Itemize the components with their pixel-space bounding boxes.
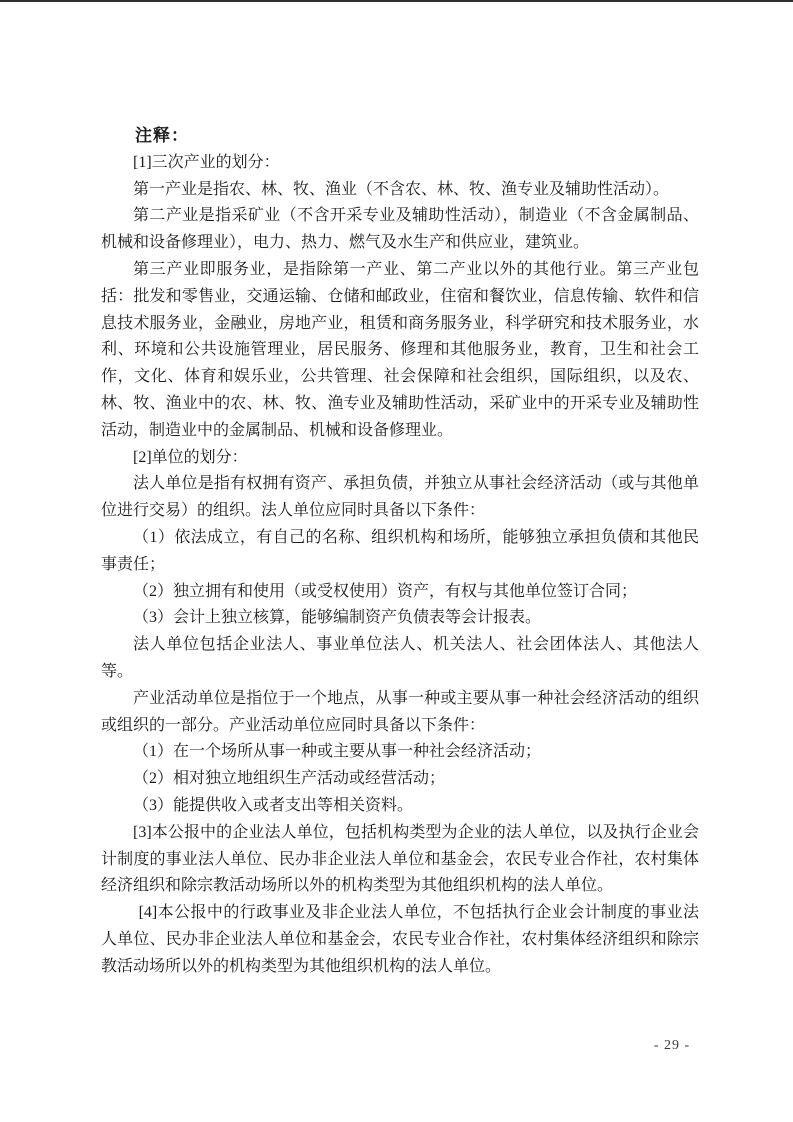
scan-artifact-line: [0, 0, 793, 2]
notes-section: [101, 123, 699, 981]
note-paragraph: 第一产业是指农、林、牧、渔业（不含农、林、牧、渔专业及辅助性活动）。: [133, 180, 670, 198]
note-paragraph: 产业活动单位是指位于一个地点，从事一种或主要从事一种社会经济活动的组织或组织的一部分。产业活动单位应同时具备以下条件：: [101, 689, 699, 734]
note-paragraph: 第三产业即服务业，是指除第一产业、第二产业以外的其他行业。第三产业包括：批发和零售业，交通运输、仓储和邮政业，住宿和餐饮业，信息传输、软件和信息技术服务业，金融业，房地产业，租赁和商务服务业，科学研究和技术服务业，水利、环境和公共设施管理业，居民服务、修理和其他服务业，教育，卫生和社会工作，文化、体育和娱乐业，公共管理、社会保障和社会组织，国际组织，以及农、林、牧、渔业中的农、林、牧、渔专业及辅助性活动，采矿业中的开采专业及辅助性活动，制造业中的金属制品、机械和设备修理业。: [101, 260, 699, 439]
note-paragraph: 第二产业是指采矿业（不含开采专业及辅助性活动），制造业（不含金属制品、机械和设备修理业），电力、热力、燃气及水生产和供应业，建筑业。: [101, 207, 699, 252]
note-paragraph: （3）能提供收入或者支出等相关资料。: [133, 796, 414, 814]
note-paragraph: [4]本公报中的行政事业及非企业法人单位，不包括执行企业会计制度的事业法人单位、民办非企业法人单位和基金会，农民专业合作社，农村集体经济组织和除宗教活动场所以外的机构类型为其他组织机构的法人单位。: [101, 904, 699, 975]
note-paragraph: 法人单位包括企业法人、事业单位法人、机关法人、社会团体法人、其他法人等。: [101, 636, 699, 680]
note-paragraph: （2）独立拥有和使用（或受权使用）资产，有权与其他单位签订合同；: [133, 582, 638, 600]
note-paragraph: 法人单位是指有权拥有资产、承担负债，并独立从事社会经济活动（或与其他单位进行交易）的组织。法人单位应同时具备以下条件：: [101, 475, 699, 520]
note-paragraph: [3]本公报中的企业法人单位，包括机构类型为企业的法人单位，以及执行企业会计制度的事业法人单位、民办非企业法人单位和基金会，农民专业合作社，农村集体经济组织和除宗教活动场所以外的机构类型为其他组织机构的法人单位。: [101, 823, 699, 895]
page-number: - 29 -: [653, 1038, 691, 1053]
note-paragraph: （1）依法成立，有自己的名称、组织机构和场所，能够独立承担负债和其他民事责任；: [101, 528, 699, 573]
note-paragraph: （2）相对独立地组织生产活动或经营活动；: [133, 770, 446, 788]
note-paragraph: （3）会计上独立核算，能够编制资产负债表等会计报表。: [133, 609, 542, 627]
note-paragraph: （1）在一个场所从事一种或主要从事一种社会经济活动；: [133, 743, 542, 761]
note-paragraph: [2]单位的划分：: [133, 448, 248, 466]
notes-body: [101, 150, 699, 981]
note-paragraph: [1]三次产业的划分：: [133, 153, 280, 171]
notes-heading: 注释：: [135, 126, 189, 145]
